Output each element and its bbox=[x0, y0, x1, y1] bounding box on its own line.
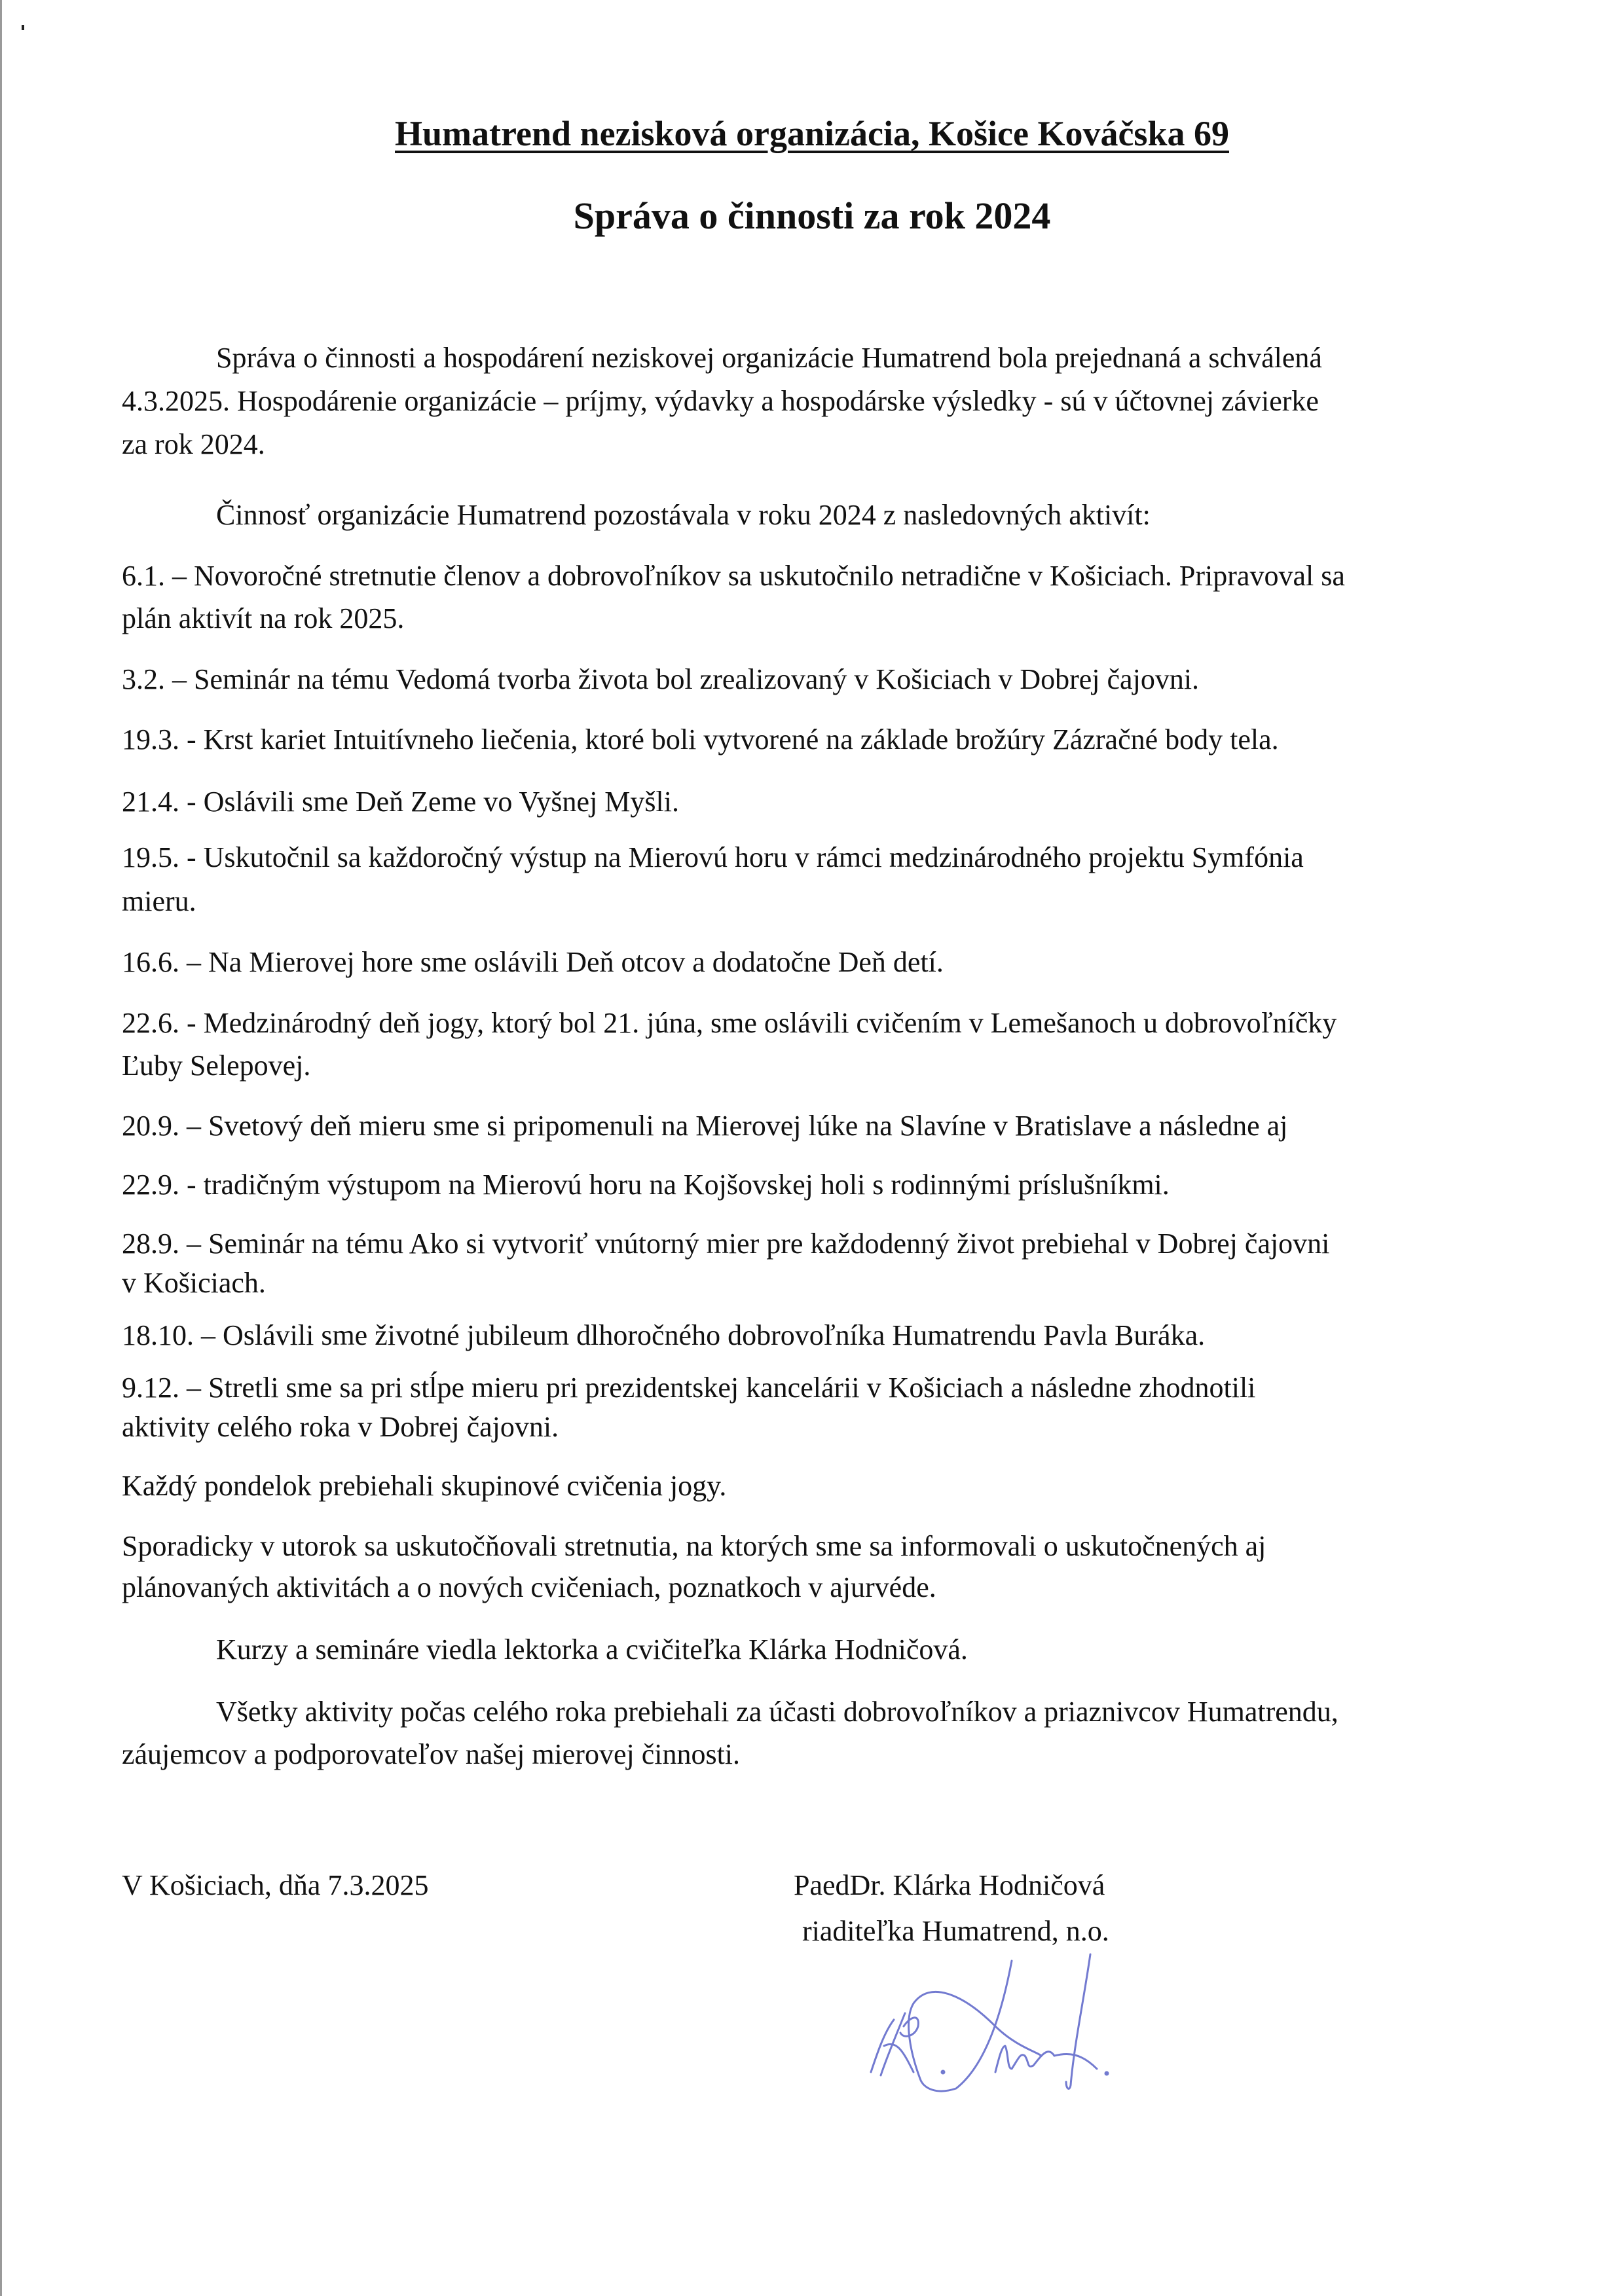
activity-item: 18.10. – Oslávili sme životné jubileum dlhoročného dobrovoľníka Humatrendu Pavla Buráka. bbox=[122, 1319, 1206, 1351]
activity-item: 22.6. - Medzinárodný deň jogy, ktorý bol 21. júna, sme oslávili cvičením v Lemešanoch u dobrovoľníčky bbox=[122, 1007, 1337, 1039]
lector-note: Kurzy a semináre viedla lektorka a cvičiteľka Klárka Hodničová. bbox=[216, 1633, 968, 1666]
activity-item: 21.4. - Oslávili sme Deň Zeme vo Vyšnej Myšli. bbox=[122, 786, 679, 818]
signer-name: PaedDr. Klárka Hodničová bbox=[794, 1869, 1105, 1901]
activity-item: 20.9. – Svetový deň mieru sme si pripomenuli na Mierovej lúke na Slavíne v Bratislave a následne aj bbox=[122, 1110, 1288, 1142]
activity-item: 28.9. – Seminár na tému Ako si vytvoriť vnútorný mier pre každodenný život prebiehal v Dobrej čajovni bbox=[122, 1228, 1330, 1260]
activity-item: 16.6. – Na Mierovej hore sme oslávili Deň otcov a dodatočne Deň detí. bbox=[122, 946, 944, 978]
report-title: Správa o činnosti za rok 2024 bbox=[573, 194, 1051, 237]
activity-item-cont: Ľuby Selepovej. bbox=[122, 1049, 311, 1082]
place-and-date: V Košiciach, dňa 7.3.2025 bbox=[122, 1869, 429, 1901]
tuesday-meetings-note-cont: plánovaných aktivitách a o nových cvičeniach, poznatkoch v ajurvéde. bbox=[122, 1571, 936, 1603]
closing-note-cont: záujemcov a podporovateľov našej mierovej činnosti. bbox=[122, 1738, 741, 1770]
closing-note: Všetky aktivity počas celého roka prebiehali za účasti dobrovoľníkov a priaznivcov Humatrendu, bbox=[216, 1696, 1338, 1728]
activity-item-cont: aktivity celého roka v Dobrej čajovni. bbox=[122, 1411, 559, 1443]
organization-name: Humatrend nezisková organizácia, Košice Kováčska 69 bbox=[395, 114, 1229, 153]
activity-item-cont: plán aktivít na rok 2025. bbox=[122, 602, 405, 634]
intro-line: 4.3.2025. Hospodárenie organizácie – príjmy, výdavky a hospodárske výsledky - sú v účtovnej závierke bbox=[122, 385, 1319, 417]
activity-item: 22.9. - tradičným výstupom na Mierovú horu na Kojšovskej holi s rodinnými príslušníkmi. bbox=[122, 1169, 1170, 1201]
activity-item-cont: v Košiciach. bbox=[122, 1267, 266, 1299]
activity-item: 9.12. – Stretli sme sa pri stĺpe mieru pri prezidentskej kancelárii v Košiciach a následne zhodnotili bbox=[122, 1372, 1256, 1404]
activity-item: 19.3. - Krst kariet Intuitívneho liečenia, ktoré boli vytvorené na základe brožúry Zázračné body tela. bbox=[122, 723, 1279, 756]
activity-item: 19.5. - Uskutočnil sa každoročný výstup na Mierovú horu v rámci medzinárodného projektu Symfónia bbox=[122, 841, 1304, 873]
organization-heading bbox=[0, 113, 1624, 155]
weekly-yoga-note: Každý pondelok prebiehali skupinové cvičenia jogy. bbox=[122, 1470, 727, 1502]
activities-heading: Činnosť organizácie Humatrend pozostávala v roku 2024 z nasledovných aktivít: bbox=[216, 499, 1151, 531]
tuesday-meetings-note: Sporadicky v utorok sa uskutočňovali stretnutia, na ktorých sme sa informovali o uskutočnených aj bbox=[122, 1530, 1266, 1562]
intro-line: za rok 2024. bbox=[122, 428, 265, 460]
activity-item: 6.1. – Novoročné stretnutie členov a dobrovoľníkov sa uskutočnilo netradične v Košiciach. Pripravoval sa bbox=[122, 560, 1345, 592]
activity-item-cont: mieru. bbox=[122, 885, 196, 917]
signer-role: riaditeľka Humatrend, n.o. bbox=[802, 1915, 1109, 1947]
intro-line: Správa o činnosti a hospodárení neziskovej organizácie Humatrend bola prejednaná a schválená bbox=[216, 342, 1322, 374]
scan-speck bbox=[22, 25, 24, 30]
handwritten-signature-icon bbox=[858, 1948, 1198, 2098]
scan-page-edge bbox=[0, 0, 2, 2296]
activity-item: 3.2. – Seminár na tému Vedomá tvorba života bol zrealizovaný v Košiciach v Dobrej čajovni. bbox=[122, 663, 1200, 695]
